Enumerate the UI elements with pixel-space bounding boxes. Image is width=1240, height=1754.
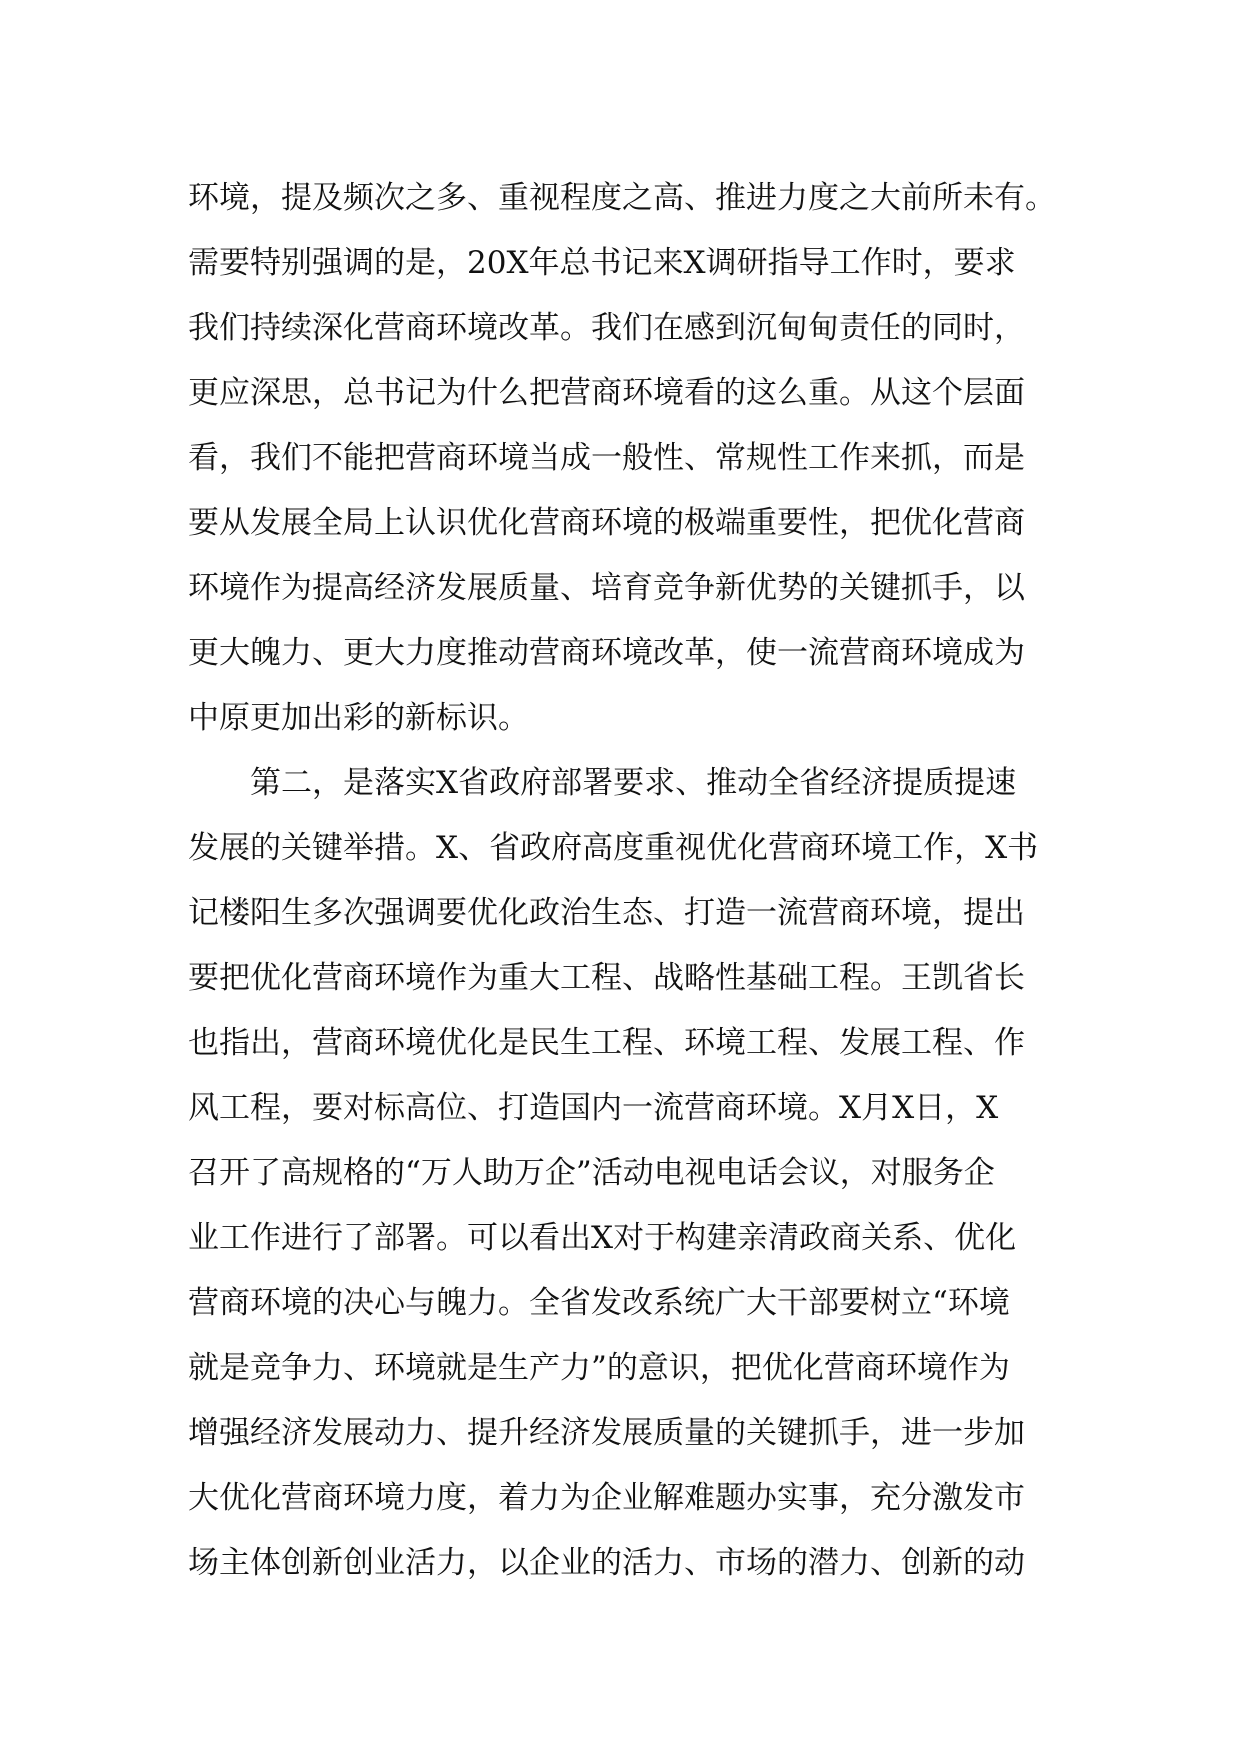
text-line: 也指出，营商环境优化是民生工程、环境工程、发展工程、作 [188,1025,1025,1061]
text-line: 营商环境的决心与魄力。全省发改系统广大干部要树立“环境 [188,1285,1010,1321]
text-line: 中原更加出彩的新标识。 [188,700,529,736]
text-line: 我们持续深化营商环境改革。我们在感到沉甸甸责任的同时， [188,310,1025,346]
text-line: 环境，提及频次之多、重视程度之高、推进力度之大前所未有。 [188,180,1056,216]
text-line: 更应深思，总书记为什么把营商环境看的这么重。从这个层面 [188,375,1025,411]
paragraph-2 [188,751,1068,1596]
text-line: 就是竞争力、环境就是生产力”的意识，把优化营商环境作为 [188,1350,1010,1386]
text-line: 风工程，要对标高位、打造国内一流营商环境。X月X日，X [188,1090,999,1126]
text-line: 场主体创新创业活力，以企业的活力、市场的潜力、创新的动 [188,1545,1025,1581]
text-line: 召开了高规格的“万人助万企”活动电视电话会议，对服务企 [188,1155,995,1191]
text-line: 记楼阳生多次强调要优化政治生态、打造一流营商环境，提出 [188,895,1025,931]
text-line: 大优化营商环境力度，着力为企业解难题办实事，充分激发市 [188,1480,1025,1516]
text-line: 要把优化营商环境作为重大工程、战略性基础工程。王凯省长 [188,960,1025,996]
text-line: 需要特别强调的是，20X年总书记来X调研指导工作时，要求 [188,245,1016,281]
text-line: 增强经济发展动力、提升经济发展质量的关键抓手，进一步加 [188,1415,1025,1451]
text-line: 环境作为提高经济发展质量、培育竞争新优势的关键抓手，以 [188,570,1025,606]
text-line: 发展的关键举措。X、省政府高度重视优化营商环境工作，X书 [188,830,1039,866]
body-text [188,166,1068,1596]
text-line: 看，我们不能把营商环境当成一般性、常规性工作来抓，而是 [188,440,1025,476]
text-line: 业工作进行了部署。可以看出X对于构建亲清政商关系、优化 [188,1220,1017,1256]
text-line: 第二，是落实X省政府部署要求、推动全省经济提质提速 [250,765,1017,801]
text-line: 更大魄力、更大力度推动营商环境改革，使一流营商环境成为 [188,635,1025,671]
text-line: 要从发展全局上认识优化营商环境的极端重要性，把优化营商 [188,505,1025,541]
paragraph-1 [188,166,1068,751]
